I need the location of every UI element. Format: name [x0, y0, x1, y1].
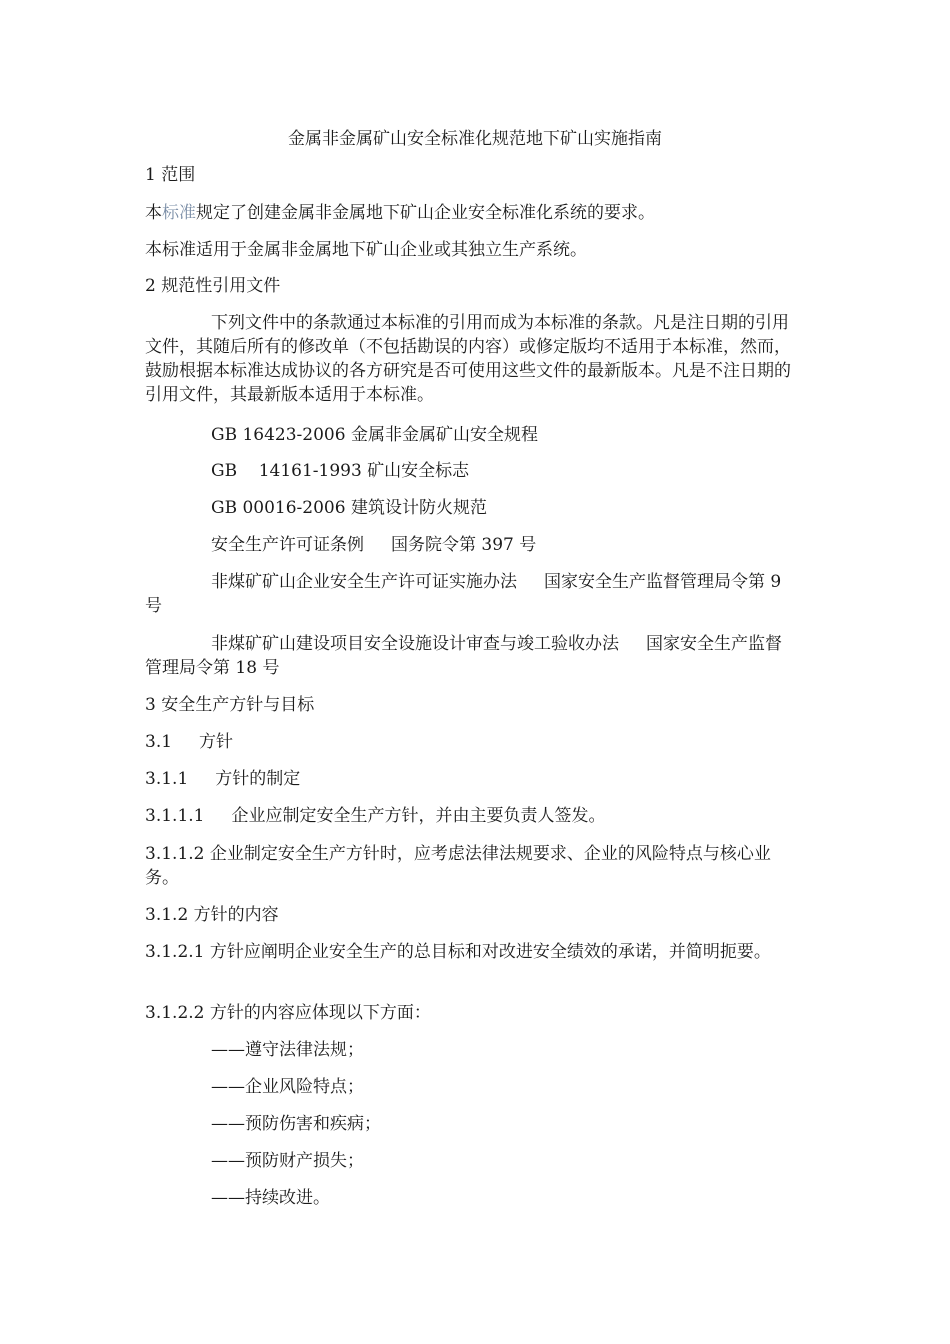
bullet-item: ——持续改进。: [211, 1188, 330, 1208]
reference-item: GB 00016-2006 建筑设计防火规范: [211, 498, 487, 518]
paragraph-text: 本: [145, 203, 162, 223]
clause-3-1-2-1: 3.1.2.1 方针应阐明企业安全生产的总目标和对改进安全绩效的承诺，并简明扼要。: [145, 942, 771, 962]
section-1-paragraph-1: [145, 202, 655, 224]
clause-3-1-1-1: 3.1.1.1 企业应制定安全生产方针，并由主要负责人签发。: [145, 806, 606, 826]
section-1-heading: 1 范围: [145, 165, 196, 185]
reference-item: 非煤矿矿山建设项目安全设施设计审查与竣工验收办法 国家安全生产监督管理局令第 18 号: [145, 634, 783, 678]
section-3-heading: 3 安全生产方针与目标: [145, 695, 315, 715]
document-title: 金属非金属矿山安全标准化规范地下矿山实施指南: [288, 129, 662, 149]
reference-item: 安全生产许可证条例 国务院令第 397 号: [211, 535, 537, 555]
clause-3-1-2: 3.1.2 方针的内容: [145, 905, 279, 925]
bullet-item: ——预防财产损失；: [211, 1151, 364, 1171]
clause-3-1-2-2: 3.1.2.2 方针的内容应体现以下方面：: [145, 1003, 431, 1023]
section-2-heading: 2 规范性引用文件: [145, 276, 281, 296]
reference-item: GB 14161-1993 矿山安全标志: [211, 461, 470, 481]
section-1-paragraph-2: 本标准适用于金属非金属地下矿山企业或其独立生产系统。: [145, 240, 587, 260]
bullet-item: ——预防伤害和疾病；: [211, 1114, 381, 1134]
clause-3-1-1: 3.1.1 方针的制定: [145, 769, 301, 789]
highlighted-term: 标准: [162, 203, 196, 223]
reference-item: GB 16423-2006 金属非金属矿山安全规程: [211, 425, 538, 445]
bullet-item: ——企业风险特点；: [211, 1077, 364, 1097]
section-2-paragraph: 下列文件中的条款通过本标准的引用而成为本标准的条款。凡是注日期的引用文件，其随后所有的修改单（不包括勘误的内容）或修定版均不适用于本标准，然而，鼓励根据本标准达成协议的各方研究是否可使用这些文件的最新版本。凡是不注日期的引用文件，其最新版本适用于本标准。: [145, 313, 791, 405]
paragraph-text: 规定了创建金属非金属地下矿山企业安全标准化系统的要求。: [196, 203, 655, 223]
clause-3-1: 3.1 方针: [145, 732, 234, 752]
clause-3-1-1-2: 3.1.1.2 企业制定安全生产方针时，应考虑法律法规要求、企业的风险特点与核心业务。: [145, 844, 771, 888]
bullet-item: ——遵守法律法规；: [211, 1040, 364, 1060]
reference-item: 非煤矿矿山企业安全生产许可证实施办法 国家安全生产监督管理局令第 9 号: [145, 572, 787, 616]
